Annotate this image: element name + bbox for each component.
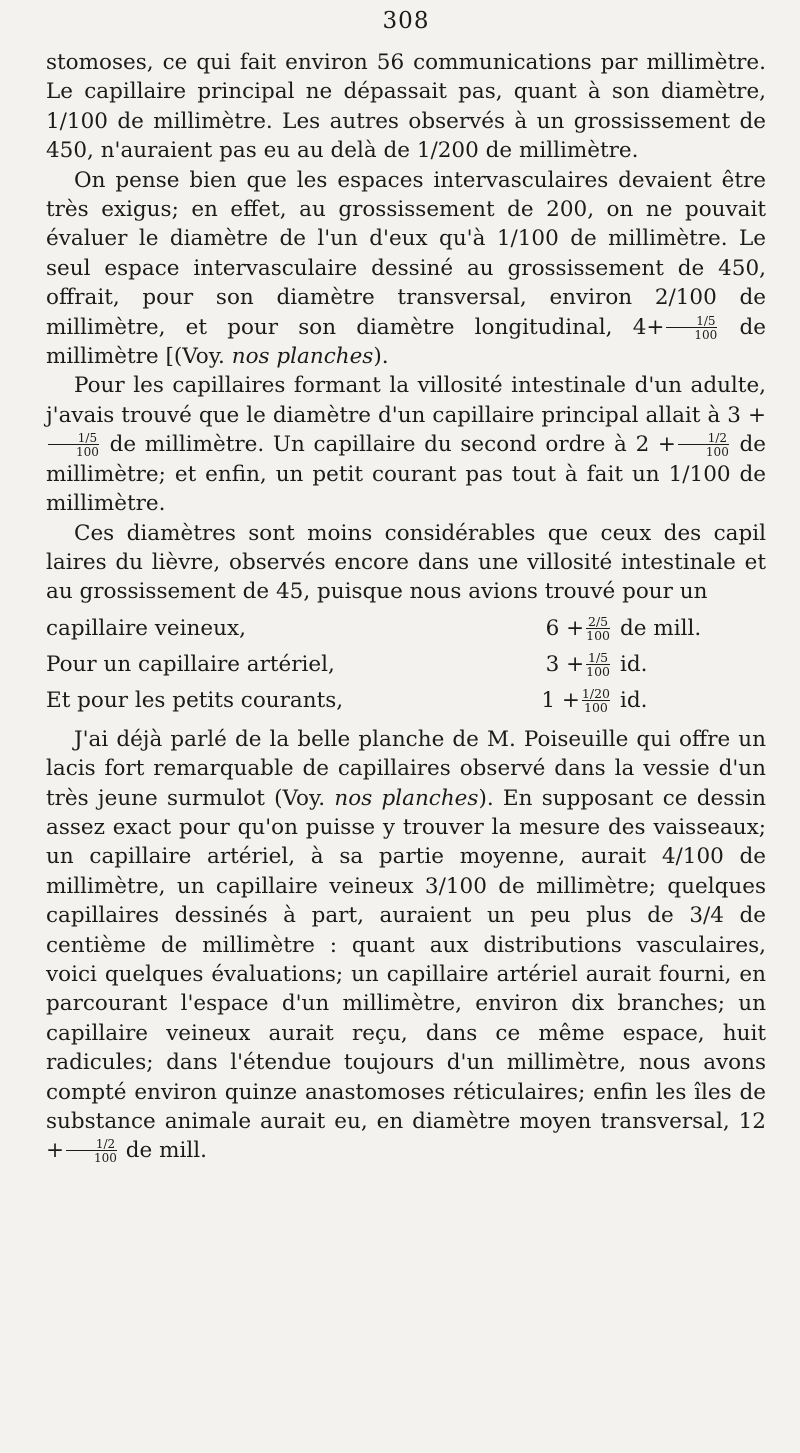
paragraph-2-text-2: de millimètre [(Voy. xyxy=(46,314,766,370)
planches-reference: nos planches xyxy=(231,344,374,370)
measurement-unit: id. xyxy=(620,652,648,678)
fraction-numerator: 1/2 xyxy=(707,431,728,446)
fraction xyxy=(66,1138,117,1164)
fraction-numerator: 1/2 xyxy=(95,1137,116,1152)
paragraph-2-text: On pense bien que les espaces intervasculaires devaient être très exigus; en effet, au grossissement de 200, on ne pouvait évaluer le diamètre de l'un d'eux qu'à 1/100 de millimètre. Le seul espace intervasculaire dessiné au grossissement de 450, offrait, pour son diamètre transversal, environ 2/100 de millimètre, et pour son diamètre longitudinal, xyxy=(46,167,766,340)
fraction xyxy=(586,652,610,678)
paragraph-3-text: Pour les capillaires formant la villosité intestinale d'un adulte, j'avais trouvé que le diamètre d'un capillaire principal allait à xyxy=(46,373,766,428)
measurement-unit: de mill. xyxy=(620,616,702,642)
fraction-whole: 4+ xyxy=(632,314,665,340)
fraction-denominator: 100 xyxy=(586,664,610,680)
fraction xyxy=(48,432,99,458)
fraction-numerator: 1/20 xyxy=(581,686,610,702)
fraction-numerator: 1/5 xyxy=(588,650,609,666)
paragraph-1-text: stomoses, ce qui fait environ 56 communications par millimètre. Le capillaire principal ne dépassait pas, quant à son diamètre, 1/100 de millimètre. Les autres observés à un grossissement de 450, n'auraient pas eu au delà de 1/200 de millimètre. xyxy=(46,50,766,164)
fraction-numerator: 1/5 xyxy=(696,313,716,328)
fraction-whole: 3 + xyxy=(545,652,585,678)
paragraph-1 xyxy=(46,48,766,166)
fraction xyxy=(666,315,717,341)
fraction xyxy=(678,432,729,458)
measurement-value xyxy=(516,614,612,643)
fraction-denominator: 100 xyxy=(582,700,610,714)
paragraph-3-text-3: de millimètre; et enfin, un petit courant pas tout à fait un 1/100 de millimètre. xyxy=(46,432,766,517)
paragraph-2-text-3: ). xyxy=(373,344,389,370)
fraction xyxy=(586,616,610,642)
fraction-denominator: 100 xyxy=(66,1150,117,1164)
page-number: 308 xyxy=(382,8,430,34)
measurement-row xyxy=(46,647,766,683)
fraction xyxy=(582,688,610,714)
fraction-denominator: 100 xyxy=(678,444,729,458)
paragraph-5-text-3: de mill. xyxy=(125,1138,207,1164)
paragraph-4-text: Ces diamètres sont moins considérables que ceux des capil laires du lièvre, observés encore dans une villosité intestinale et au grossissement de 45, puisque nous avions trouvé pour un xyxy=(46,520,766,605)
fraction-whole: 3 + xyxy=(727,402,766,428)
measurement-label: capillaire veineux, xyxy=(46,616,246,642)
paragraph-4 xyxy=(46,519,766,607)
fraction-whole: 1 + xyxy=(541,688,580,714)
paragraph-5 xyxy=(46,725,766,1166)
paragraph-5-text: J'ai déjà parlé de la belle planche de M. Poiseuille qui offre un lacis fort remarquable de capillaires observé dans la vessie d'un très jeune surmulot (Voy. xyxy=(46,726,766,811)
fraction-denominator: 100 xyxy=(586,628,610,644)
paragraph-5-text-2: ). En supposant ce dessin assez exact pour qu'on puisse y trouver la mesure des vaisseaux; un capillaire artériel, à sa partie moyenne, aurait 4/100 de millimètre, un capillaire veineux 3/100 de millimètre; quelques capillaires dessinés à part, auraient un peu plus de 3/4 de centième de millimètre : quant aux distributions vasculaires, voici quelques évaluations; un capillaire artériel aurait fourni, en parcourant l'espace d'un millimètre, environ dix branches; un capillaire veineux aurait reçu, dans ce même espace, huit radicules; dans l'étendue toujours d'un millimètre, nous avons compté environ quinze anastomoses réticulaires; enfin les îles de substance animale aurait eu, en diamètre moyen transversal, xyxy=(46,785,766,1134)
measurement-label: Et pour les petits courants, xyxy=(46,688,344,714)
fraction-whole: 12 + xyxy=(46,1109,766,1164)
body-text xyxy=(46,48,766,1166)
measurement-row xyxy=(46,683,766,719)
paragraph-3 xyxy=(46,371,766,518)
paragraph-3-text-2: de millimètre. Un capillaire du second ordre à xyxy=(109,432,627,458)
measurement-label: Pour un capillaire artériel, xyxy=(46,652,335,678)
paragraph-2 xyxy=(46,166,766,372)
measurement-table xyxy=(46,611,766,719)
fraction-denominator: 100 xyxy=(666,327,717,341)
measurement-unit: id. xyxy=(620,688,648,714)
fraction-numerator: 1/5 xyxy=(77,431,98,446)
fraction-whole: 6 + xyxy=(545,616,585,642)
fraction-numerator: 2/5 xyxy=(588,614,609,630)
measurement-value xyxy=(516,686,612,715)
measurement-row xyxy=(46,611,766,647)
fraction-denominator: 100 xyxy=(48,444,99,458)
measurement-value xyxy=(516,650,612,679)
planches-reference: nos planches xyxy=(334,785,479,811)
fraction-whole: 2 + xyxy=(635,432,676,458)
